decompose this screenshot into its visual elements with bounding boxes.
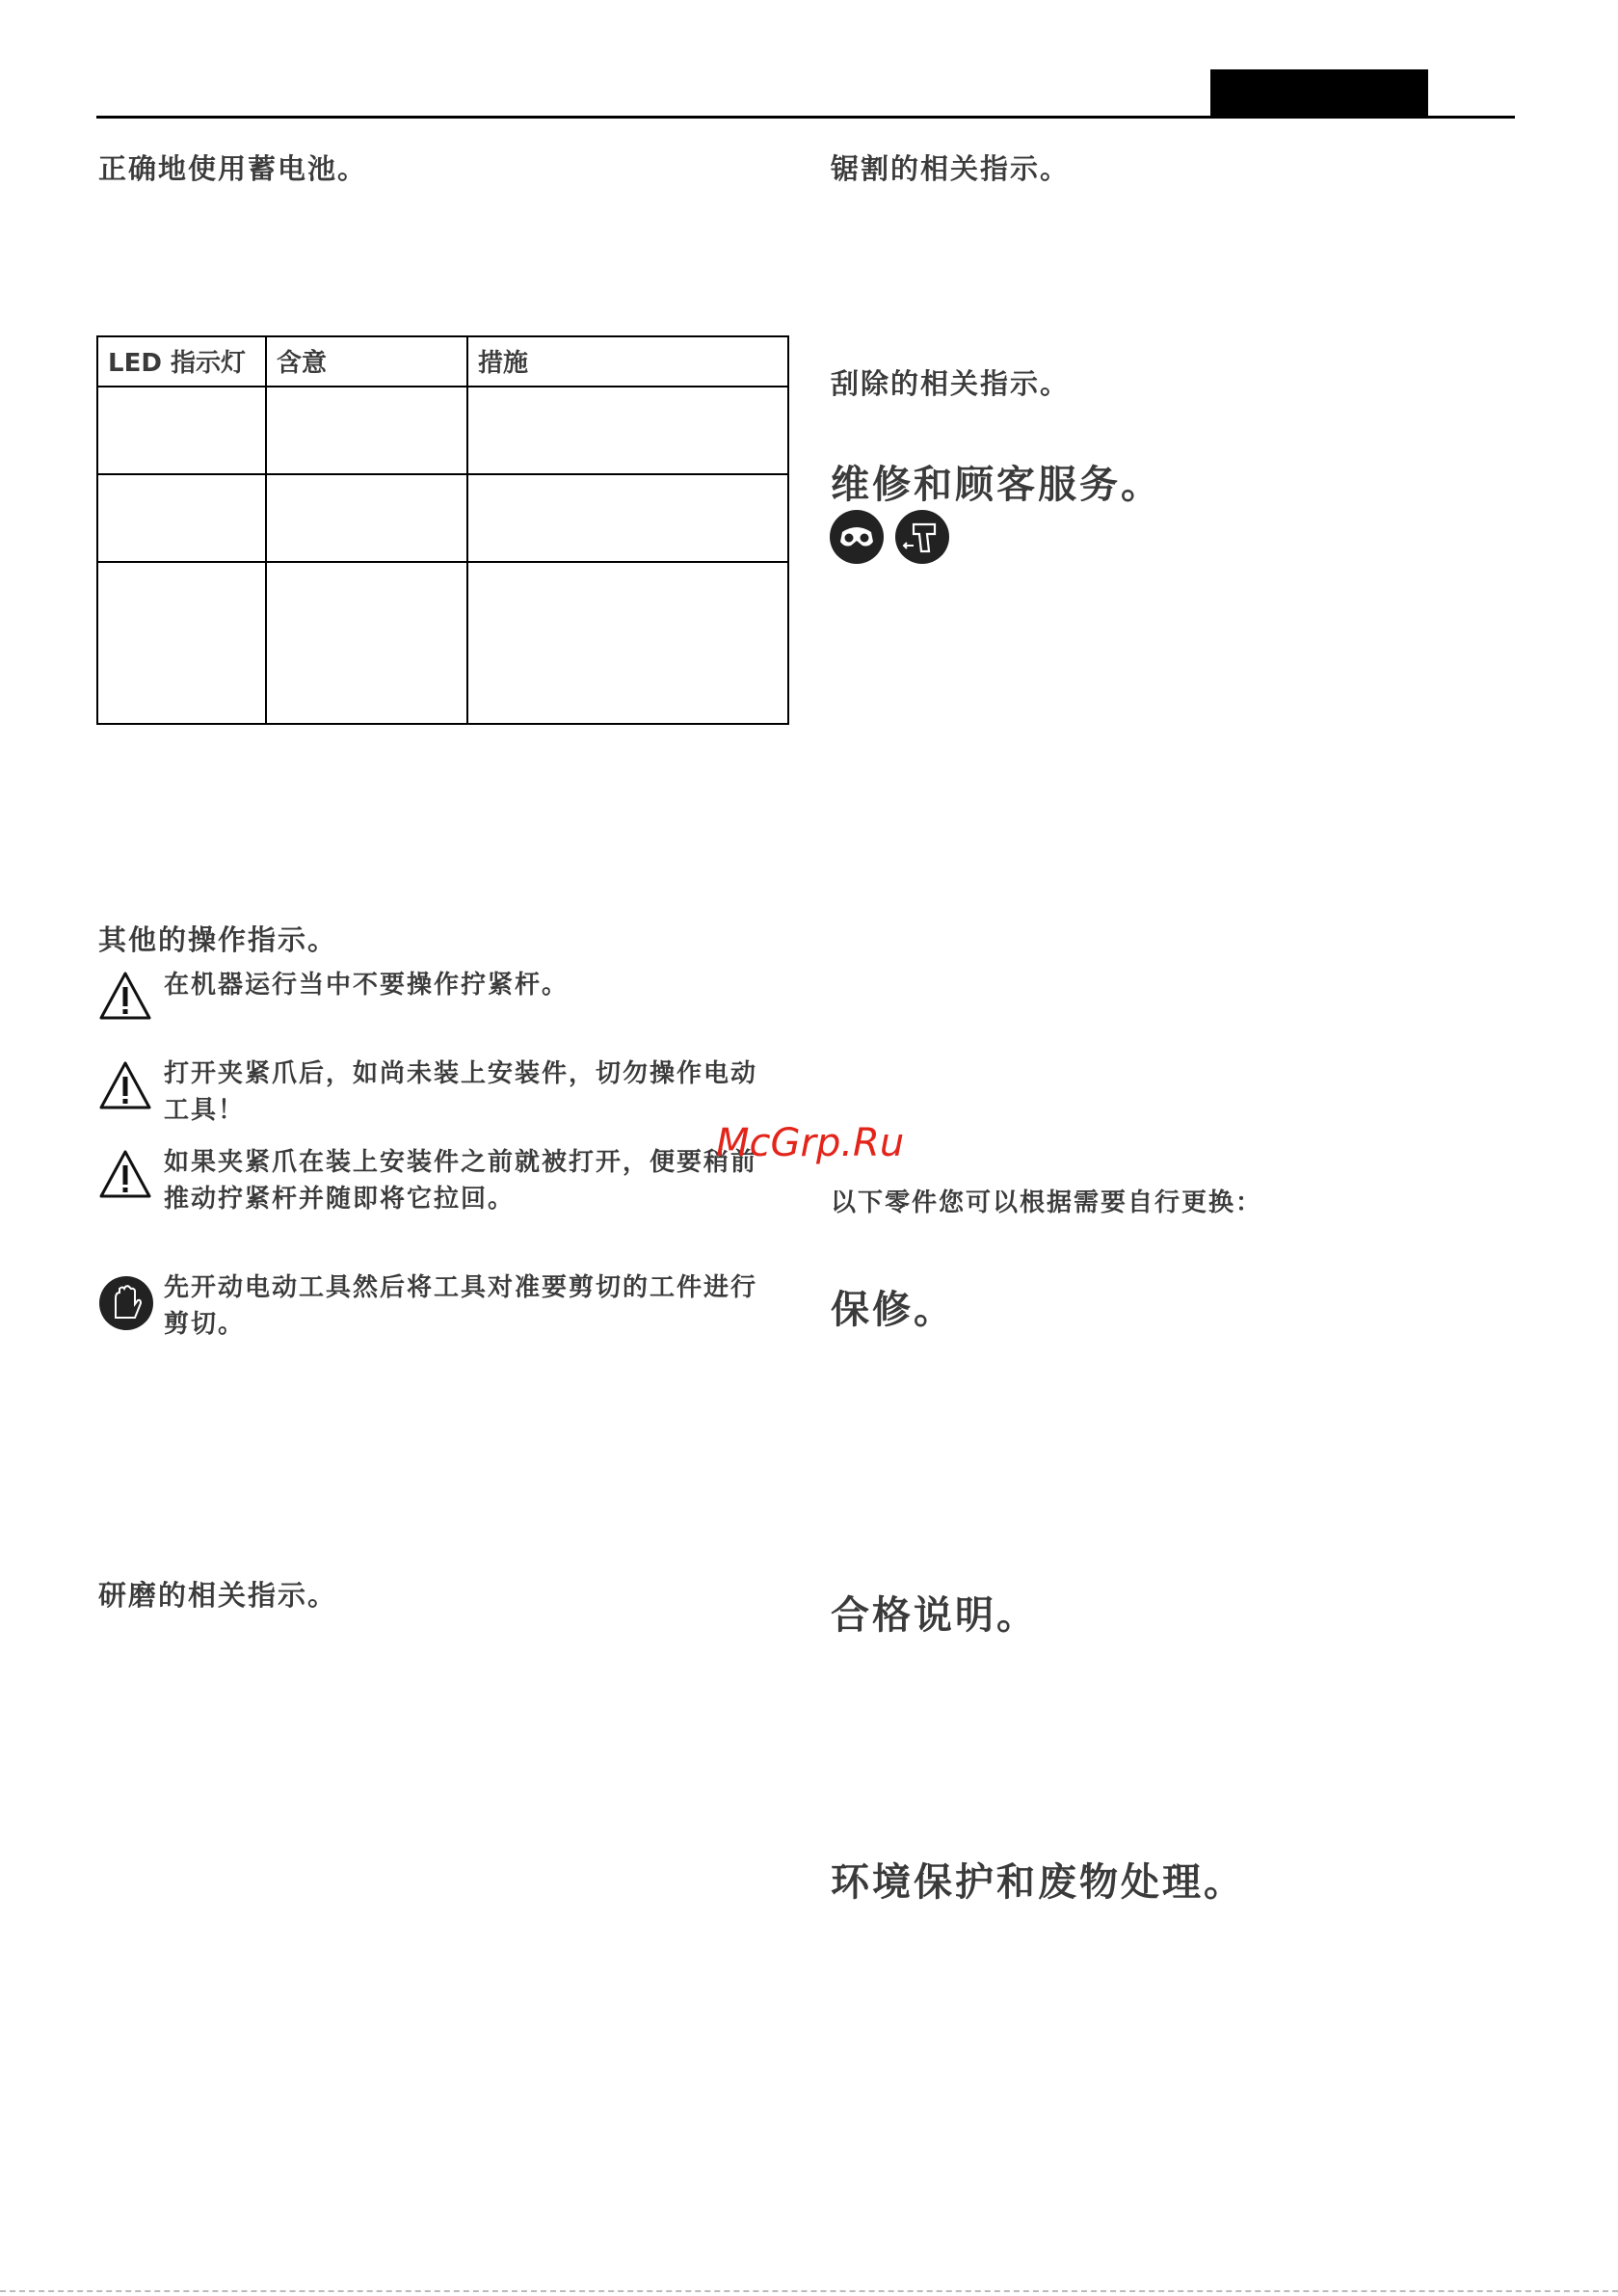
table-row — [97, 474, 788, 562]
table-row — [97, 562, 788, 724]
led-table-header-row — [97, 336, 788, 387]
remove-battery-icon — [894, 509, 950, 565]
heading-battery: 正确地使用蓄电池。 — [98, 152, 368, 185]
gloves-note-text: 先开动电动工具然后将工具对准要剪切的工件进行剪切。 — [164, 1273, 758, 1339]
heading-grinding: 研磨的相关指示。 — [98, 1579, 338, 1612]
parts-note: 以下零件您可以根据需要自行更换： — [831, 1188, 1263, 1217]
page-bottom-edge — [0, 2290, 1618, 2294]
header-rule — [96, 116, 1515, 119]
warning-text-1: 在机器运行当中不要操作拧紧杆。 — [164, 971, 570, 1000]
led-col-meaning: 含意 — [266, 336, 467, 387]
warning-text-3: 如果夹紧爪在装上安装件之前就被打开，便要稍前推动拧紧杆并随即将它拉回。 — [164, 1148, 758, 1214]
heading-other-ops: 其他的操作指示。 — [98, 923, 338, 956]
warning-text-2: 打开夹紧爪后，如尚未装上安装件，切勿操作电动工具！ — [164, 1059, 758, 1125]
gloves-icon — [98, 1275, 154, 1331]
heading-service: 维修和顾客服务。 — [831, 463, 1162, 507]
led-col-indicator: LED 指示灯 — [97, 336, 266, 387]
watermark: McGrp.Ru — [716, 1121, 905, 1165]
page-tab-marker — [1210, 69, 1428, 118]
heading-conformity: 合格说明。 — [831, 1593, 1038, 1638]
led-table — [96, 335, 789, 725]
warning-triangle-icon — [98, 1060, 152, 1110]
heading-environment: 环境保护和废物处理。 — [831, 1860, 1245, 1905]
table-row — [97, 387, 788, 474]
heading-sawing: 锯割的相关指示。 — [831, 152, 1071, 185]
warning-triangle-icon — [98, 1149, 152, 1199]
heading-warranty: 保修。 — [831, 1288, 955, 1332]
led-col-action: 措施 — [467, 336, 788, 387]
safety-goggles-icon — [829, 509, 885, 565]
warning-triangle-icon — [98, 971, 152, 1021]
heading-scraping: 刮除的相关指示。 — [831, 367, 1071, 400]
